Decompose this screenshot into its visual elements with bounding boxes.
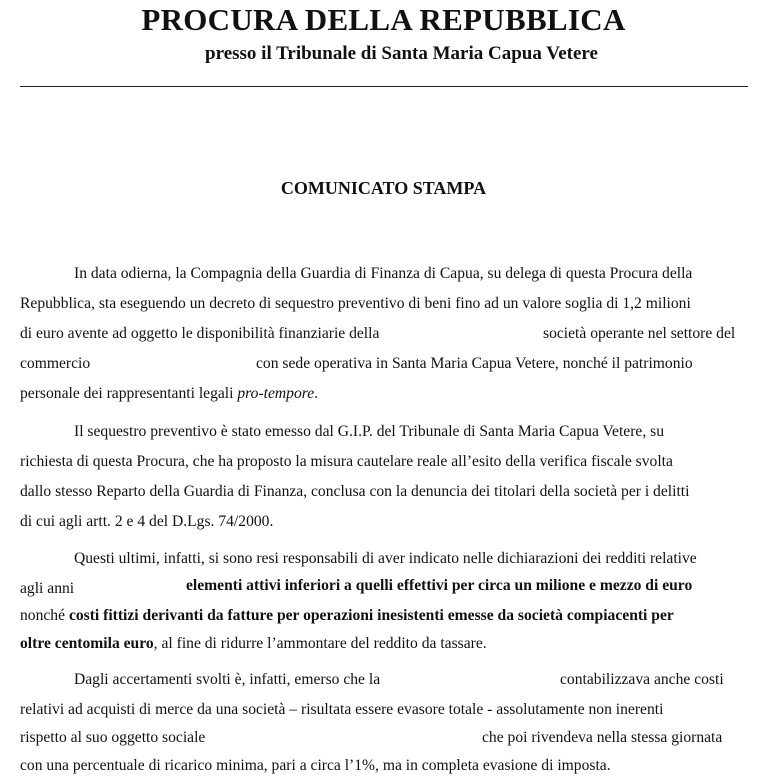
p1-line-4b: con sede operativa in Santa Maria Capua Vetere, nonché il patrimonio [256, 355, 693, 372]
header-rule [20, 86, 748, 87]
pro-tempore-italic: pro-tempore [237, 385, 315, 402]
p1-line-5c: . [314, 385, 319, 402]
p1-line-3b: società operante nel settore del [543, 325, 736, 342]
p1-line-5a: personale dei rappresentanti legali [20, 385, 238, 402]
p4-line-2: relativi ad acquisti di merce da una società – risultata essere evasore totale - assolutamente non inerenti [20, 701, 664, 718]
p3-line-4 [20, 634, 487, 654]
p1-line-5 [20, 384, 318, 404]
p3-line-3b-bold: costi fittizi derivanti da fatture per operazioni inesistenti emesse da società compiacenti per [68, 607, 674, 624]
p3-line-3 [20, 606, 674, 626]
p3-line-4b: , al fine di ridurre l’ammontare del reddito da tassare. [153, 635, 487, 652]
p4-line-1a: Dagli accertamenti svolti è, infatti, emerso che la [74, 671, 381, 688]
p2-line-4: di cui agli artt. 2 e 4 del D.Lgs. 74/2000. [20, 513, 274, 530]
p2-line-2: richiesta di questa Procura, che ha proposto la misura cautelare reale all’esito della verifica fiscale svolta [20, 453, 673, 470]
p4-line-4: con una percentuale di ricarico minima, pari a circa l’1%, ma in completa evasione di imposta. [20, 757, 611, 774]
p1-line-2: Repubblica, sta eseguendo un decreto di sequestro preventivo di beni fino ad un valore soglia di 1,2 milioni [20, 295, 691, 312]
p3-line-2b-bold: elementi attivi inferiori a quelli effettivi per circa un milione e mezzo di euro [186, 577, 693, 594]
office-subtitle: presso il Tribunale di Santa Maria Capua Vetere [205, 43, 598, 64]
p3-line-3a: nonché [20, 607, 69, 624]
p4-line-3b: che poi rivendeva nella stessa giornata [482, 729, 723, 746]
p3-line-4a-bold: oltre centomila euro [20, 635, 154, 652]
document-heading: COMUNICATO STAMPA [280, 178, 487, 198]
office-title: PROCURA DELLA REPUBBLICA [141, 2, 626, 37]
p3-line-2a: agli anni [20, 580, 75, 597]
p1-line-4a: commercio [20, 355, 91, 372]
p2-line-1: Il sequestro preventivo è stato emesso dal G.I.P. del Tribunale di Santa Maria Capua Vetere, su [74, 423, 664, 440]
p2-line-3: dallo stesso Reparto della Guardia di Finanza, conclusa con la denuncia dei titolari della società per i delitti [20, 483, 690, 500]
p1-line-1: In data odierna, la Compagnia della Guardia di Finanza di Capua, su delega di questa Procura della [74, 265, 693, 282]
p4-line-3a: rispetto al suo oggetto sociale [20, 729, 206, 746]
p4-line-1b: contabilizzava anche costi [560, 671, 724, 688]
p3-line-1: Questi ultimi, infatti, si sono resi responsabili di aver indicato nelle dichiarazioni dei redditi relative [74, 550, 697, 567]
p1-line-3a: di euro avente ad oggetto le disponibilità finanziarie della [20, 325, 380, 342]
